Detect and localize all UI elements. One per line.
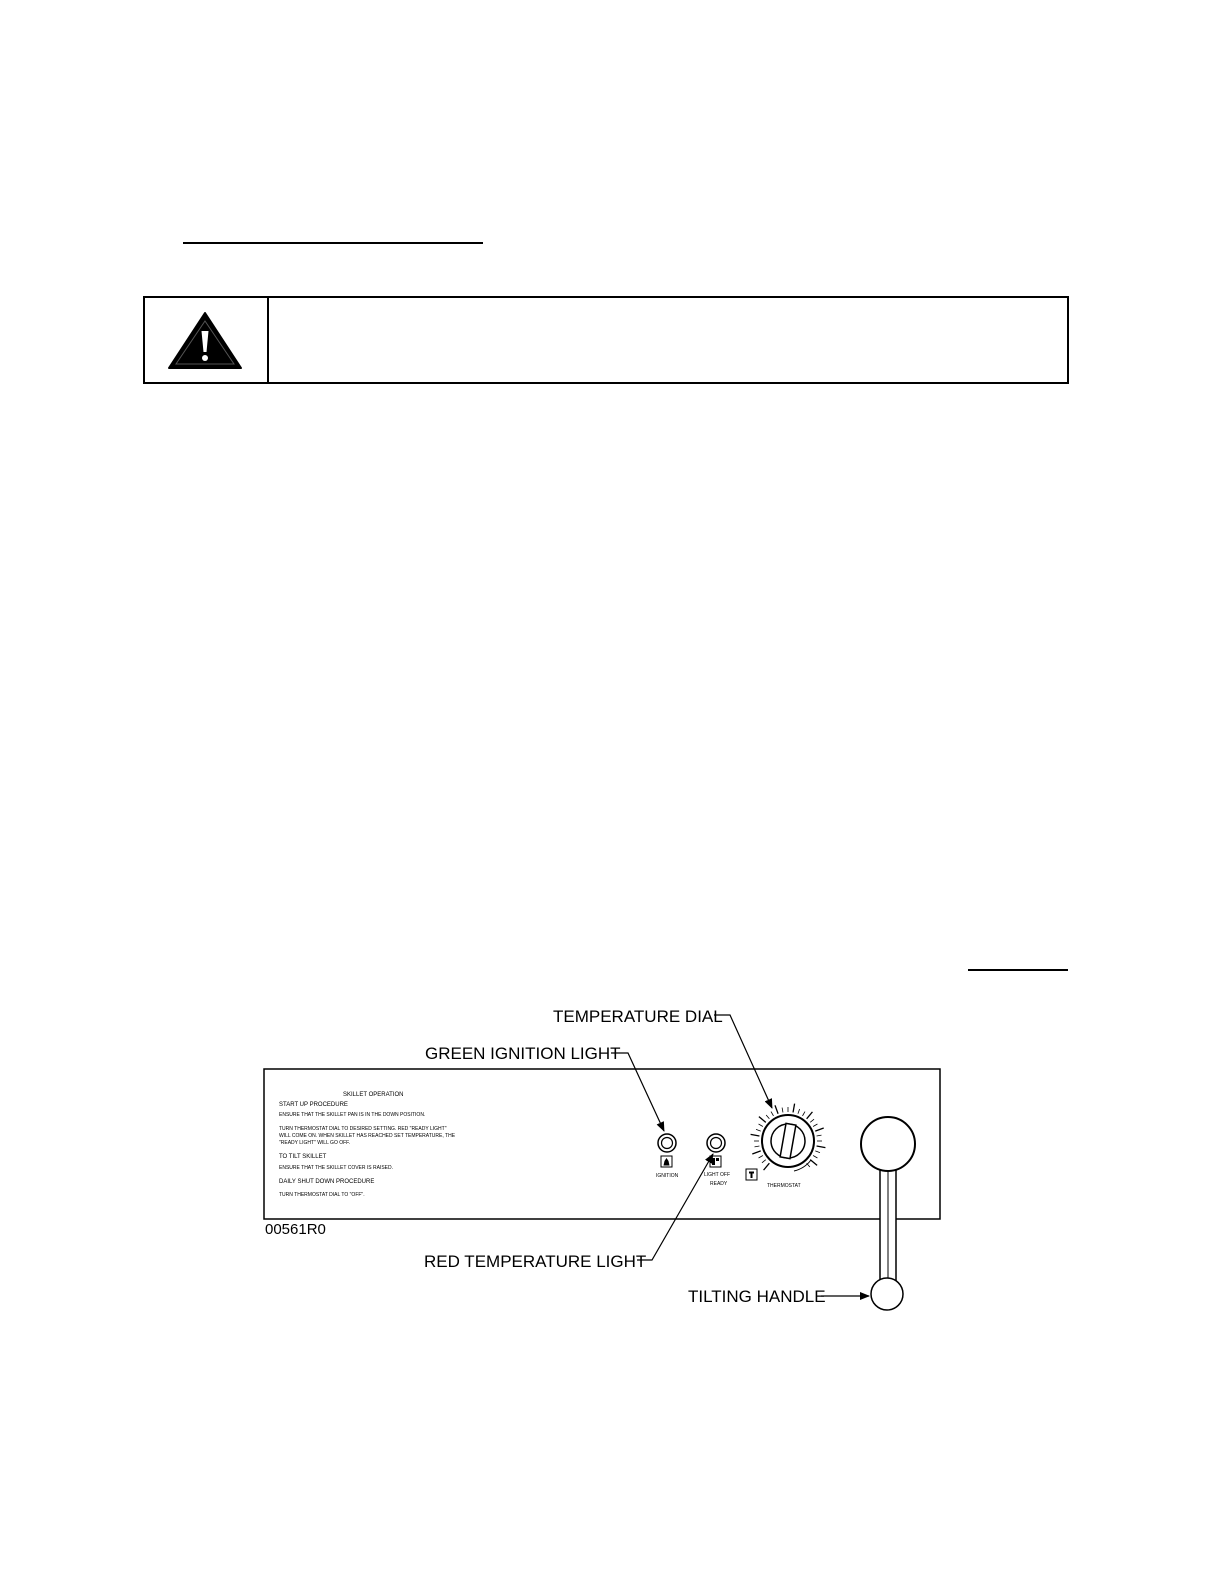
shutdown-title: DAILY SHUT DOWN PROCEDURE bbox=[279, 1179, 375, 1185]
red-temperature-light-callout: RED TEMPERATURE LIGHT bbox=[424, 1252, 647, 1271]
ignition-label: IGNITION bbox=[656, 1173, 679, 1179]
tilt-title: TO TILT SKILLET bbox=[279, 1154, 327, 1160]
red-temperature-light bbox=[707, 1134, 725, 1152]
startup-title: START UP PROCEDURE bbox=[279, 1102, 348, 1108]
startup-line-2: TURN THERMOSTAT DIAL TO DESIRED SETTING. RED "READY LIGHT" bbox=[279, 1126, 447, 1132]
thermostat-icon bbox=[746, 1169, 757, 1180]
startup-line-1: ENSURE THAT THE SKILLET PAN IS IN THE DOWN POSITION. bbox=[279, 1112, 426, 1118]
ready-label-2: READY bbox=[710, 1181, 728, 1187]
ready-label-1: LIGHT OFF bbox=[704, 1172, 731, 1178]
startup-line-3: WILL COME ON. WHEN SKILLET HAS REACHED SET TEMPERATURE, THE bbox=[279, 1133, 456, 1139]
ignition-flame-icon bbox=[661, 1156, 672, 1167]
green-ignition-light bbox=[658, 1134, 676, 1152]
panel-heading: SKILLET OPERATION bbox=[343, 1092, 404, 1098]
tilting-handle-callout: TILTING HANDLE bbox=[688, 1287, 826, 1306]
green-ignition-light-callout: GREEN IGNITION LIGHT bbox=[425, 1044, 621, 1063]
temperature-dial-callout: TEMPERATURE DIAL bbox=[553, 1007, 723, 1026]
shutdown-line: TURN THERMOSTAT DIAL TO "OFF". bbox=[279, 1192, 365, 1198]
startup-line-4: "READY LIGHT" WILL GO OFF. bbox=[279, 1140, 351, 1146]
tilt-line: ENSURE THAT THE SKILLET COVER IS RAISED. bbox=[279, 1165, 394, 1171]
figure-id: 00561R0 bbox=[265, 1221, 326, 1238]
ready-light-icon bbox=[710, 1156, 721, 1167]
thermostat-label: THERMOSTAT bbox=[767, 1183, 801, 1189]
